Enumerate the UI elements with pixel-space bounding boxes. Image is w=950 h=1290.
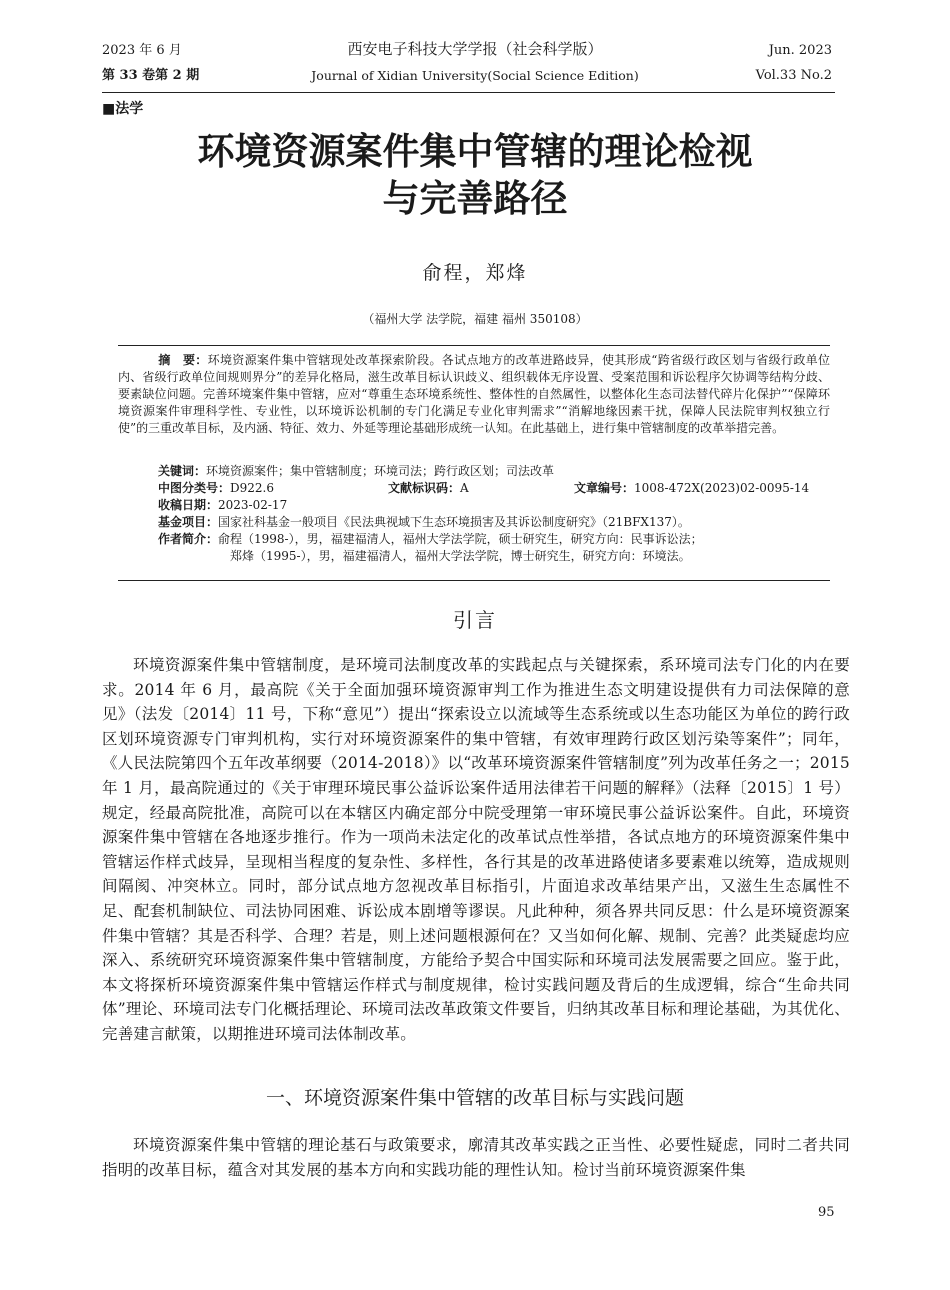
affiliation: （福州大学 法学院，福建 福州 350108） (362, 312, 588, 326)
paper-title-line1: 环境资源案件集中管辖的理论检视 (197, 130, 753, 173)
clc-label: 中图分类号： (158, 481, 231, 495)
keywords: 环境资源案件；集中管辖制度；环境司法；跨行政区划；司法改革 (206, 464, 555, 478)
bio-line2: 郑烽（1995-），男，福建福清人，福州大学法学院，博士研究生，研究方向：环境法。 (230, 549, 691, 563)
received-label: 收稿日期： (158, 498, 219, 512)
abstract-text: 环境资源案件集中管辖现处改革探索阶段。各试点地方的改革进路歧异，使其形成“跨省级行政区划与省级行政单位内、省级行政单位间规则界分”的差异化格局，滋生改革目标认识歧义、组织载体无序设置、受案范围和诉讼程序欠协调等结构分歧、要素缺位问题。完善环境案件集中管辖，应对“尊重生态环境系统性、整体性的自然属性，以整体化生态司法替代碎片化保护”“保障环境资源案件审理科学性、专业性，以环境诉讼机制的专门化满足专业化审判需求”“消解地缘因素干扰，保障人民法院审判权独立行使”的三重改革目标，及内涵、特征、效力、外延等理论基础形成统一认知。在此基础上，进行集中管辖制度的改革举措完善。 (118, 353, 830, 435)
paper-title-line2: 与完善路径 (382, 177, 568, 220)
paper-title (0, 128, 950, 222)
doc-code-label: 文献标识码： (388, 481, 461, 495)
section-tag: ■法学 (102, 101, 144, 117)
abstract (118, 352, 830, 437)
received-value: 2023-02-17 (218, 498, 288, 512)
keywords-label: 关键词： (158, 464, 207, 478)
header-journal-cn: 西安电子科技大学学报（社会科学版） (347, 40, 603, 58)
header-volume-en: Vol.33 No.2 (755, 68, 832, 83)
article-no-row (574, 480, 809, 497)
clc-row (158, 480, 274, 497)
header-date-cn: 2023 年 6 月 (102, 43, 182, 58)
article-no-value: 1008-472X(2023)02-0095-14 (634, 481, 810, 495)
received-row (158, 497, 287, 514)
bio-line1: 俞程（1998-），男，福建福清人，福州大学法学院，硕士研究生，研究方向：民事诉讼法； (218, 532, 703, 546)
header-volume-cn: 第 33 卷第 2 期 (102, 68, 200, 83)
section1-heading: 一、环境资源案件集中管辖的改革目标与实践问题 (265, 1087, 684, 1109)
bio-label: 作者简介： (158, 532, 219, 546)
intro-heading: 引言 (453, 608, 497, 632)
fund-row (158, 514, 690, 531)
intro-paragraph: 环境资源案件集中管辖制度，是环境司法制度改革的实践起点与关键探索，系环境司法专门化的内在要求。2014 年 6 月，最高院《关于全面加强环境资源审判工作为推进生态文明建设提供有力司法保障的意见》（法发〔2014〕11 号，下称“意见”）提出“探索设立以流域等生态系统或以生态功能区为单位的跨行政区划环境资源专门审判机构，实行对环境资源案件的集中管辖，有效审理跨行政区划污染等案件”；同年，《人民法院第四个五年改革纲要（2014-2018）》以“改革环境资源案件管辖制度”列为改革任务之一；2015 年 1 月，最高院通过的《关于审理环境民事公益诉讼案件适用法律若干问题的解释》（法释〔2015〕1 号）规定，经最高院批准，高院可以在本辖区内确定部分中院受理第一审环境民事公益诉讼案件。自此，环境资源案件集中管辖在各地逐步推行。作为一项尚未法定化的改革试点性举措，各试点地方的环境资源案件集中管辖运作样式歧异，呈现相当程度的复杂性、多样性，各行其是的改革进路使诸多要素难以统筹，造成规则间隔阂、冲突林立。同时，部分试点地方忽视改革目标指引，片面追求改革结果产出，又滋生生态属性不足、配套机制缺位、司法协同困难、诉讼成本剧增等谬误。凡此种种，须各界共同反思：什么是环境资源案件集中管辖？其是否科学、合理？若是，则上述问题根源何在？又当如何化解、规制、完善？此类疑虑均应深入、系统研究环境资源案件集中管辖制度，方能给予契合中国实际和环境司法发展需要之回应。鉴于此，本文将探析环境资源案件集中管辖运作样式与制度规律，检讨实践问题及背后的生成逻辑，综合“生命共同体”理论、环境司法专门化概括理论、环境司法改革政策文件要旨，归纳其改革目标和理论基础，为其优化、完善建言献策，以期推进环境司法体制改革。 (102, 656, 850, 1043)
abstract-box (118, 345, 830, 581)
keywords-row (158, 463, 554, 480)
section1-paragraph: 环境资源案件集中管辖的理论基石与政策要求，廓清其改革实践之正当性、必要性疑虑，同时二者共同指明的改革目标，蕴含对其发展的基本方向和实践功能的理性认知。检讨当前环境资源案件集 (102, 1136, 850, 1179)
abstract-label: 摘 要： (158, 353, 208, 367)
article-no-label: 文章编号： (574, 481, 635, 495)
header-date-en: Jun. 2023 (768, 43, 832, 58)
doc-code-value: A (460, 481, 469, 495)
page-number: 95 (818, 1205, 835, 1220)
header-journal-en: Journal of Xidian University(Social Science Edition) (311, 68, 639, 83)
fund-label: 基金项目： (158, 515, 219, 529)
bio-row (158, 531, 703, 548)
fund-value: 国家社科基金一般项目《民法典视域下生态环境损害及其诉讼制度研究》（21BFX137）。 (218, 515, 690, 529)
clc-value: D922.6 (230, 481, 274, 495)
header-rule (102, 92, 835, 93)
doc-code-row (388, 480, 469, 497)
authors: 俞程，郑烽 (422, 262, 528, 284)
